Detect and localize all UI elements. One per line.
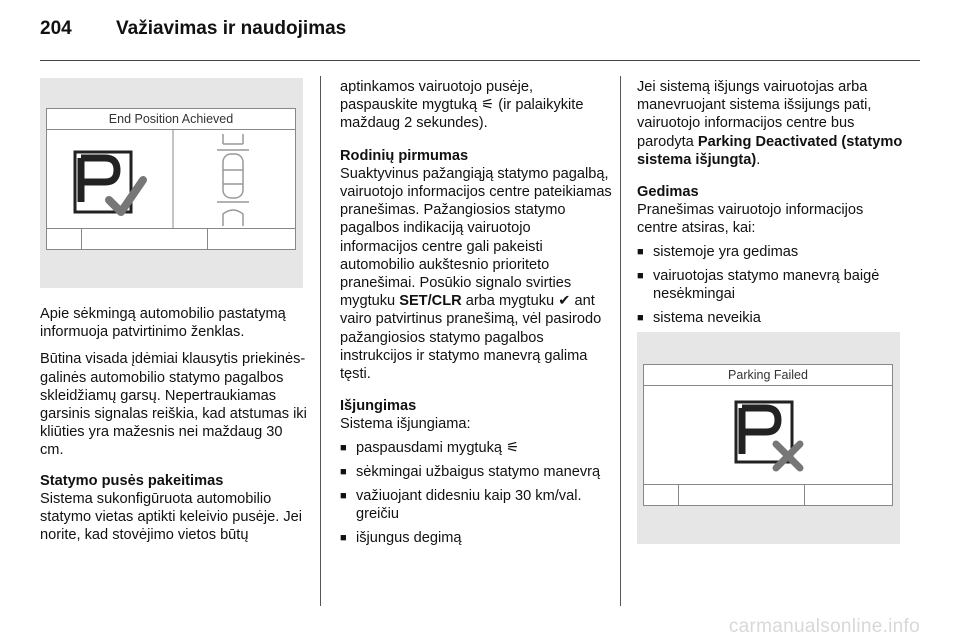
figure-end-position: [40, 78, 303, 288]
parking-failed-graphic: [644, 386, 892, 484]
list-item: ■ sėkmingai užbaigus statymo manevrą: [340, 463, 612, 481]
parking-success-graphic: [47, 130, 295, 228]
checkmark-icon: [109, 180, 143, 212]
paragraph: Suaktyvinus pažangiąją statymo pagalbą, vairuotojo informacijos centre pateikiamas pranešimas. Pažangiosios statymo pagalbos indikaciją vairuotojo informacijos centre gali pakeisti automobilio aukštesnio prioriteto pranešimai. Posūkio signalo svirties mygtuku SET/CLR arba mygtuku ✔ ant vairo patvirtinus pranešimą, vėl pasirodo pažangiosios statymo pagalbos instrukcijos ir statymo manevrą galima tęsti.: [340, 165, 612, 383]
figure-parking-failed: [637, 332, 900, 544]
column-divider-1: [320, 76, 321, 606]
list-item: ■ sistema neveikia: [637, 309, 905, 327]
screen-footer: [47, 228, 295, 249]
screen-title: Parking Failed: [644, 365, 892, 386]
header-rule: [40, 60, 920, 61]
list-item: ■ paspausdami mygtuką ⚟: [340, 439, 612, 457]
set-clr-button-label: SET/CLR: [399, 293, 462, 310]
paragraph: Pranešimas vairuotojo informacijos centre atsiras, kai:: [637, 202, 864, 237]
watermark: carmanualsonline.info: [728, 616, 920, 637]
section-heading: Išjungimas: [340, 398, 417, 415]
paragraph: Sistema išjungiama:: [340, 416, 471, 433]
cross-icon: [776, 444, 800, 468]
message-name: Parking Deactivated (statymo sistema išjungta): [637, 133, 903, 168]
column-1: [40, 305, 310, 553]
bullet-list: [637, 243, 905, 328]
check-button-icon: ✔: [558, 293, 571, 310]
list-item: ■ sistemoje yra gedimas: [637, 243, 905, 261]
column-divider-2: [620, 76, 621, 606]
park-assist-button-icon: ⚟: [481, 97, 495, 114]
section-heading: Rodinių pirmumas: [340, 147, 469, 164]
list-item: ■ vairuotojas statymo manevrą baigė nesėkmingai: [637, 267, 905, 303]
list-item: ■ išjungus degimą: [340, 529, 612, 547]
section-heading: Statymo pusės pakeitimas: [40, 472, 224, 489]
list-item: ■ važiuojant didesniu kaip 30 km/val. greičiu: [340, 487, 612, 523]
car-position-icon: [217, 134, 249, 226]
section-heading: Gedimas: [637, 184, 699, 201]
column-2: [340, 78, 612, 556]
paragraph: Būtina visada įdėmiai klausytis priekinės-galinės automobilio statymo pagalbos skleidžiamų garsų. Nepertraukiamas garsinis signalas reiškia, kad atstumas iki kliūties yra mažesnis nei maždaug 30 cm.: [40, 351, 307, 459]
paragraph: Apie sėkmingą automobilio pastatymą informuoja patvirtinimo ženklas.: [40, 306, 286, 341]
page-number: 204: [40, 18, 72, 39]
column-3: [637, 78, 905, 335]
paragraph: Sistema sukonfigūruota automobilio statymo vietas aptikti keleivio pusėje. Jei norite, kad stovėjimo vietos būtų: [40, 490, 302, 544]
screen-footer: [644, 484, 892, 505]
paragraph: Jei sistemą išjungs vairuotojas arba manevruojant sistema išsijungs pati, vairuotojo informacijos centre bus parodyta Parking Deactivated (statymo sistema išjungta).: [637, 79, 903, 168]
page-title: Važiavimas ir naudojimas: [116, 18, 347, 39]
page-header: [40, 18, 346, 40]
display-screen: [643, 364, 893, 506]
display-screen: [46, 108, 296, 250]
paragraph: aptinkamos vairuotojo pusėje, paspauskite mygtuką ⚟ (ir palaikykite maždaug 2 sekundes).: [340, 79, 584, 132]
screen-title: End Position Achieved: [47, 109, 295, 130]
bullet-list: [340, 439, 612, 548]
